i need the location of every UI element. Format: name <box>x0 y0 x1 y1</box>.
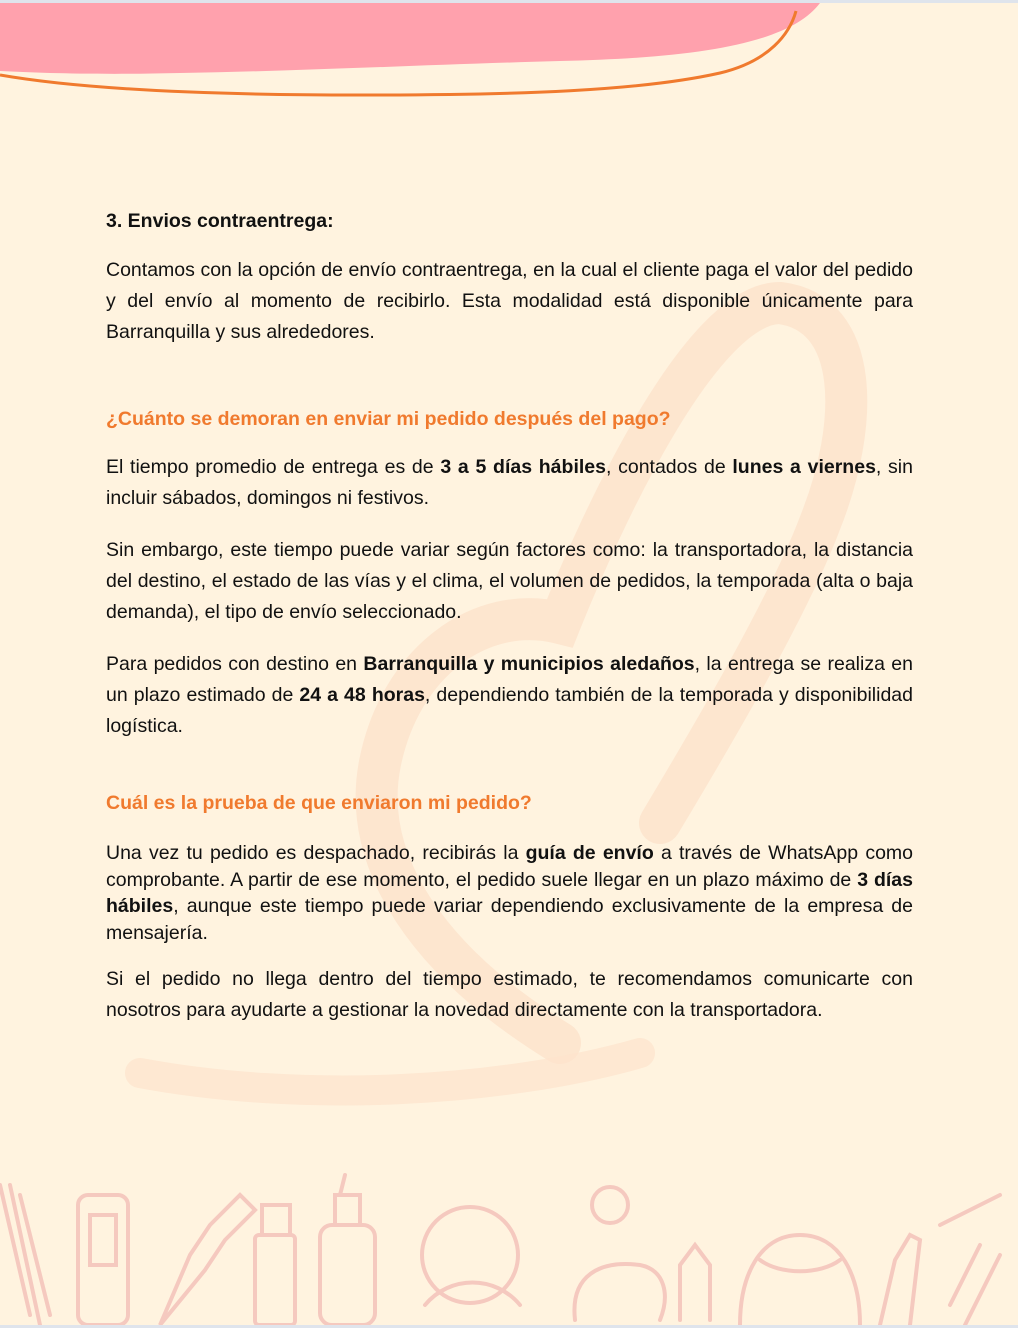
paragraph-demora-2: Sin embargo, este tiempo puede variar según factores como: la transportadora, la distancia del destino, el estado de las vías y el clima, el volumen de pedidos, la temporada (alta o baja demanda), el tipo de envío seleccionado. <box>106 539 913 623</box>
header-wave-icon <box>0 3 1018 113</box>
paragraph-demora-1: El tiempo promedio de entrega es de 3 a 5 días hábiles, contados de lunes a viernes, sin incluir sábados, domingos ni festivos. <box>106 456 913 509</box>
question-prueba: Cuál es la prueba de que enviaron mi pedido? <box>106 792 532 814</box>
section-title-envios: 3. Envios contraentrega: <box>106 210 334 232</box>
paragraph-envios: Contamos con la opción de envío contraentrega, en la cual el cliente paga el valor del pedido y del envío al momento de recibirlo. Esta modalidad está disponible únicamente para Barranquilla y sus alrededores. <box>106 259 913 343</box>
cosmetics-pattern-icon <box>0 1165 1018 1325</box>
paragraph-prueba-2: Si el pedido no llega dentro del tiempo estimado, te recomendamos comunicarte con nosotros para ayudarte a gestionar la novedad directamente con la transportadora. <box>106 968 913 1021</box>
document-content <box>106 203 913 1026</box>
question-demora: ¿Cuánto se demoran en enviar mi pedido después del pago? <box>106 408 671 430</box>
paragraph-demora-3: Para pedidos con destino en Barranquilla y municipios aledaños, la entrega se realiza en un plazo estimado de 24 a 48 horas, dependiendo también de la temporada y disponibilidad logística. <box>106 653 913 737</box>
paragraph-prueba-1: Una vez tu pedido es despachado, recibirás la guía de envío a través de WhatsApp como comprobante. A partir de ese momento, el pedido suele llegar en un plazo máximo de 3 días hábiles, aunque este tiempo puede variar dependiendo exclusivamente de la empresa de mensajería. <box>106 842 913 944</box>
